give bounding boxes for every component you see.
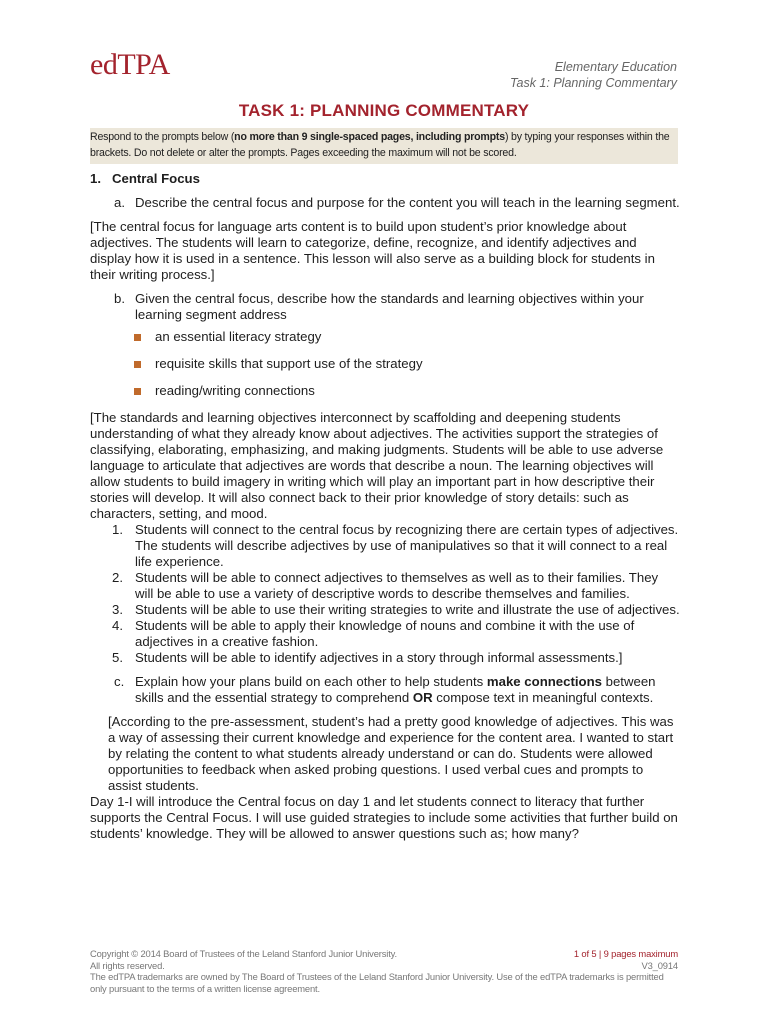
response-c-day1: Day 1-I will introduce the Central focus on day 1 and let students connect to literacy that further supports the Central Focus. I will use guided strategies to include some activities that further build on students’ knowledge. They will be allowed to answer questions such as; how many? [90,794,678,841]
list-item [134,356,680,372]
list-item [112,650,680,666]
list-item [112,570,680,602]
bullet-text: requisite skills that support use of the strategy [155,356,423,371]
instructions-text-2: ) by typing your responses within the brackets. Do not delete or alter the prompts. Pages exceeding the maximum will not be scored. [90,131,670,159]
prompt-a-letter: a. [114,195,125,210]
bullet-text: an essential literacy strategy [155,329,322,344]
commentary-content [90,171,680,842]
objective-number: 1. [112,522,123,537]
objective-number: 2. [112,570,123,585]
response-a: [The central focus for language arts content is to build upon student’s prior knowledge about adjectives. The students will learn to categorize, define, recognize, and identify adjectives and display how it is used in a sentence. This lesson will also serve as a building block for students in their writing process.] [90,219,655,282]
square-bullet-icon [134,361,141,368]
section-number: 1. [90,171,101,186]
header-subject: Elementary Education [554,60,677,74]
prompt-b-text: Given the central focus, describe how the standards and learning objectives within your learning segment address [135,291,644,322]
edtpa-logo: edTPA [90,48,170,81]
response-c: [According to the pre-assessment, student’s had a pretty good knowledge of adjectives. This was a way of assessing their current knowledge and experience for the content area. I wanted to start by relating the content to what students already understand or can do. Students were allowed opportunities to feedback when asked probing questions. I used verbal cues and prompts to assist students. [108,714,674,793]
list-item [112,618,680,650]
prompt-c-bold-1: make connections [486,674,602,689]
version-label: V3_0914 [641,959,678,971]
page-title: TASK 1: PLANNING COMMENTARY [238,101,530,120]
list-item [112,602,680,618]
page-footer [90,948,678,995]
bullet-text: reading/writing connections [155,383,315,398]
list-item [134,383,680,399]
objective-number: 3. [112,602,123,617]
prompt-c-text-3: compose text in meaningful contexts. [432,690,654,705]
objective-text: Students will be able to identify adjectives in a story through informal assessments.] [135,650,623,665]
instructions-bold: no more than 9 single-spaced pages, including prompts [234,131,505,143]
prompt-b [114,291,680,323]
instructions-text-1: Respond to the prompts below ( [90,131,235,143]
prompt-a [114,195,680,211]
list-item [134,329,680,345]
prompt-b-bullets [90,329,680,399]
page-header [510,59,677,91]
section-heading [90,171,680,187]
prompt-c [114,674,680,706]
prompt-c-letter: c. [114,674,125,689]
square-bullet-icon [134,388,141,395]
objective-text: Students will connect to the central focus by recognizing there are certain types of adjectives. The students will describe adjectives by use of manipulatives so that it will connect to a real life experience. [135,522,679,569]
copyright-text: Copyright © 2014 Board of Trustees of the Leland Stanford Junior University. [90,948,397,959]
objective-number: 4. [112,618,123,633]
trademark-text: The edTPA trademarks are owned by The Board of Trustees of the Leland Stanford Junior University. Use of the edTPA trademarks is permitted only pursuant to the terms of a written license agreement. [90,971,664,995]
page-count: 1 of 5 | 9 pages maximum [573,948,678,959]
prompt-c-text-1: Explain how your plans build on each other to help students [135,674,487,689]
section-title: Central Focus [112,171,200,186]
objective-number: 5. [112,650,123,665]
objective-text: Students will be able to use their writing strategies to write and illustrate the use of adjectives. [135,602,680,617]
prompt-c-text-2: between skills and the essential strategy to comprehend [135,674,656,705]
instructions-box [90,128,678,164]
objective-text: Students will be able to apply their knowledge of nouns and combine it with the use of adjectives in a creative fashion. [135,618,635,649]
response-b: [The standards and learning objectives interconnect by scaffolding and deepening students understanding of what they already know about adjectives. The activities support the strategies of classifying, elaborating, emphasizing, and making judgments. Students will be able to use adverse language to articulate that adjectives are words that describe a noun. The learning objectives will allow students to build imagery in writing which will play an important part in how descriptive their stories will develop. It will also connect back to their prior knowledge of story details: such as characters, setting, and mood. [90,410,664,521]
objective-text: Students will be able to connect adjectives to themselves as well as to their families. They will be able to use a variety of descriptive words to describe themselves and families. [135,570,659,601]
prompt-b-letter: b. [114,291,125,306]
prompt-c-bold-2: OR [412,690,433,705]
prompt-c-text [135,674,680,706]
header-task: Task 1: Planning Commentary [510,76,677,90]
list-item [112,522,680,570]
rights-text: All rights reserved. [90,959,165,971]
footer-right [574,948,678,971]
square-bullet-icon [134,334,141,341]
prompt-a-text: Describe the central focus and purpose for the content you will teach in the learning segment. [135,195,680,210]
objectives-list [90,522,680,666]
